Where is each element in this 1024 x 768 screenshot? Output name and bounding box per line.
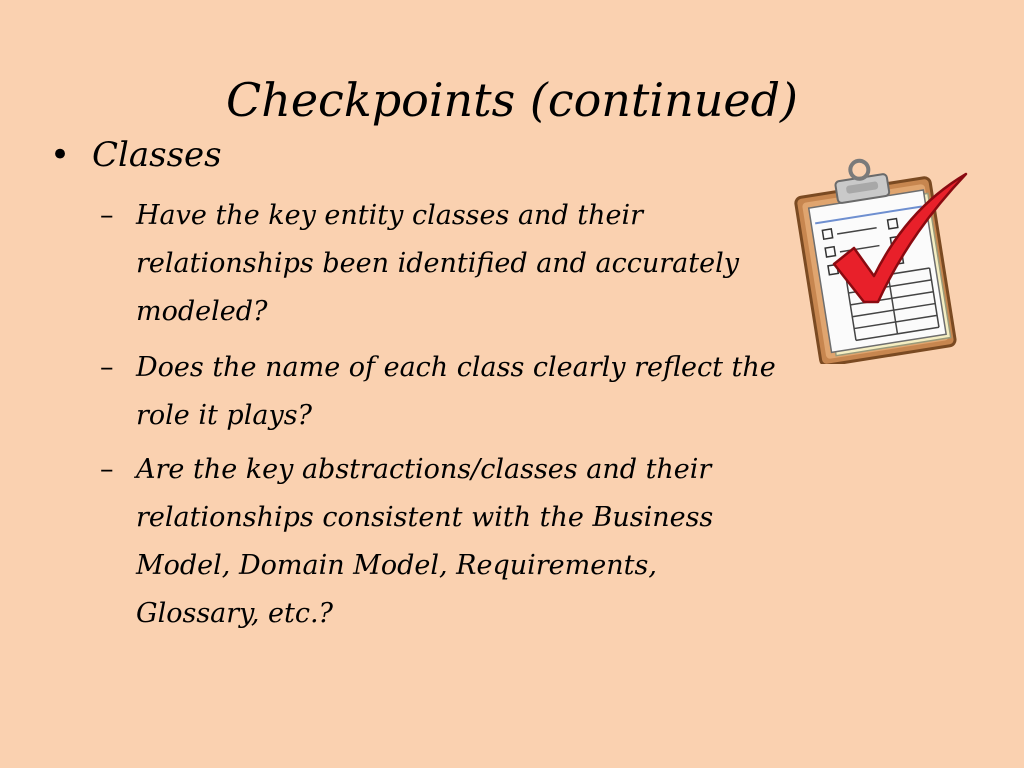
slide-title: Checkpoints (continued)	[226, 73, 798, 127]
bullet-marker: •	[50, 135, 71, 175]
sub-item-marker: –	[100, 352, 114, 383]
bullet-text: Classes	[92, 135, 222, 175]
sub-item-marker: –	[100, 454, 114, 485]
bullet-item	[50, 132, 222, 178]
sub-item	[100, 192, 780, 336]
clipboard-checkmark-icon	[782, 152, 974, 364]
sub-item	[100, 446, 780, 638]
sub-item-marker: –	[100, 200, 114, 231]
sub-item	[100, 344, 780, 440]
sub-item-text: Does the name of each class clearly reflect the role it plays?	[136, 352, 776, 431]
sub-item-text: Are the key abstractions/classes and their relationships consistent with the Business Model, Domain Model, Requirements, Glossary, etc.?	[136, 454, 714, 629]
sub-item-text: Have the key entity classes and their relationships been identified and accurately modeled?	[136, 200, 739, 327]
